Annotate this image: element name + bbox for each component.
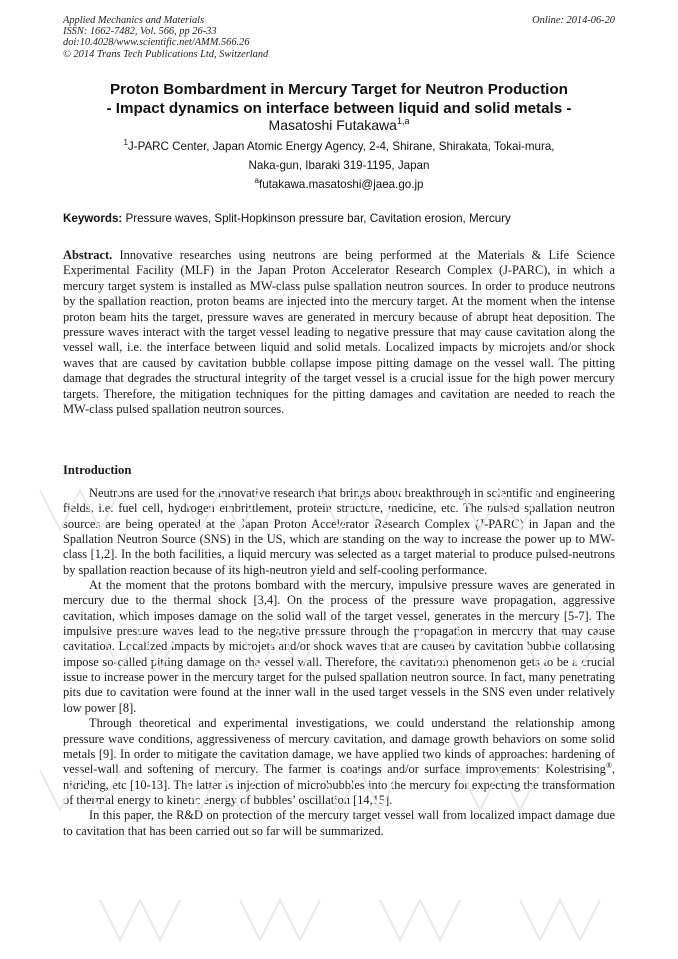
- email-superscript: a: [254, 176, 259, 185]
- keywords-text: Pressure waves, Split-Hopkinson pressure bar, Cavitation erosion, Mercury: [125, 212, 511, 225]
- title-line-2: - Impact dynamics on interface between liquid and solid metals -: [106, 100, 572, 117]
- abstract-text: Innovative researches using neutrons are being performed at the Materials & Life Science Experimental Facility (MLF) in the Japan Proton Accelerator Research Complex (J-PARC), in which a mercury target system is installed as MW-class pulse spallation neutron sources. In order to produce neutrons by the spallation reaction, proton beams are injected into the mercury target. At the moment when the intense proton beam hits the target, pressure waves are generated in mercury because of abrupt heat deposition. The pressure waves interact with the target vessel leading to negative pressure that may cause cavitation along the vessel wall, i.e. the interface between liquid and solid metals. Localized impacts by microjets and/or shock waves that are caused by cavitation bubble collapse impose pitting damage on the vessel wall. The pitting damage that degrades the structural integrity of the target vessel is a crucial issue for the high power mercury targets. Therefore, the mitigation techniques for the pitting damages and cavitation are needed to reach the MW-class pulsed spallation neutron sources.: [63, 248, 615, 417]
- affiliation-line-1: [40, 137, 638, 156]
- abstract: [63, 248, 615, 417]
- email-address: futakawa.masatoshi@jaea.go.jp: [258, 178, 424, 191]
- intro-paragraph-2: At the moment that the protons bombard with the mercury, impulsive pressure waves are generated in mercury due to the thermal shock [3,4]. On the process of the pressure wave propagation, aggressive cavitation, which imposes damage on the solid wall of the target vessel, generates in the mercury [5-7]. The impulsive pressure waves lead to the negative pressure through the propagation in mercury that may cause cavitation. Localized impacts by microjets and/or shock waves that are caused by cavitation bubble collapsing impose so-called pitting damage on the vessel wall. Therefore, the cavitation phenomenon gets to be a crucial issue to increase power in the mercury target for the pulsed spallation neutron source. In fact, many penetrating pits due to cavitation were found at the inner wall in the used target vessels in the SNS even under relatively low power [8].: [63, 578, 615, 715]
- email-line: [40, 175, 638, 194]
- intro-paragraph-3: [63, 716, 615, 808]
- intro-paragraph-3-part-1: Through theoretical and experimental investigations, we could understand the relationship among pressure wave conditions, aggressiveness of mercury cavitation, and damage growth behaviors on some solid metals [9]. In order to mitigate the cavitation damage, we have applied two kinds of approaches: hardening of vessel-wall and softening of mercury. The farmer is coatings and/or surface improvements: Kolestrising: [63, 716, 615, 777]
- abstract-label: Abstract.: [63, 248, 113, 262]
- introduction-heading: Introduction: [63, 463, 132, 477]
- journal-header: [63, 15, 268, 60]
- affiliation-superscript: 1: [123, 138, 128, 147]
- copyright-line: © 2014 Trans Tech Publications Ltd, Switzerland: [63, 48, 269, 60]
- author-name: Masatoshi Futakawa: [268, 117, 397, 133]
- keywords-label: Keywords:: [63, 212, 123, 225]
- paper-title: [40, 80, 638, 118]
- title-line-1: Proton Bombardment in Mercury Target for Neutron Production: [110, 81, 568, 98]
- journal-name: Applied Mechanics and Materials: [63, 15, 205, 26]
- affiliation-line-2: Naka-gun, Ibaraki 319-1195, Japan: [248, 159, 430, 172]
- affiliation: [40, 137, 638, 194]
- doi-line: doi:10.4028/www.scientific.net/AMM.566.26: [63, 37, 250, 49]
- keywords: [63, 212, 623, 226]
- intro-paragraph-4: In this paper, the R&D on protection of the mercury target vessel wall from localized impact damage due to cavitation that has been carried out so far will be summarized.: [63, 808, 615, 838]
- online-date: Online: 2014-06-20: [532, 15, 615, 26]
- author-superscript: 1,a: [396, 116, 410, 126]
- affiliation-text-1: J-PARC Center, Japan Atomic Energy Agency, 2-4, Shirane, Shirakata, Tokai-mura,: [127, 140, 555, 153]
- intro-paragraph-1: Neutrons are used for the innovative research that brings about breakthrough in scientific and engineering fields, i.e. fuel cell, hydrogen embrittlement, protein structure, medicine, etc. The pulsed spallation neutron sources are being operated at the Japan Proton Accelerator Research Complex (J-PARC) in Japan and the Spallation Neutron Source (SNS) in the US, which are standing on the way to increase the power up to MW-class [1,2]. In the both facilities, a liquid mercury was selected as a target material to produce pulsed-neutrons by spallation reaction because of its high-neutron yield and self-cooling performance.: [63, 486, 615, 577]
- introduction-body: [63, 486, 615, 839]
- author-line: [40, 117, 638, 133]
- registered-mark: ®: [605, 761, 612, 771]
- issn-line: ISSN: 1662-7482, Vol. 566, pp 26-33: [63, 26, 217, 38]
- intro-paragraph-3-part-2: , nitriding, etc [10-13]. The latter is injection of microbubbles into the mercury for expecting the transformation of thermal energy to kinetic energy of bubbles’ oscillation [14,15].: [63, 762, 615, 807]
